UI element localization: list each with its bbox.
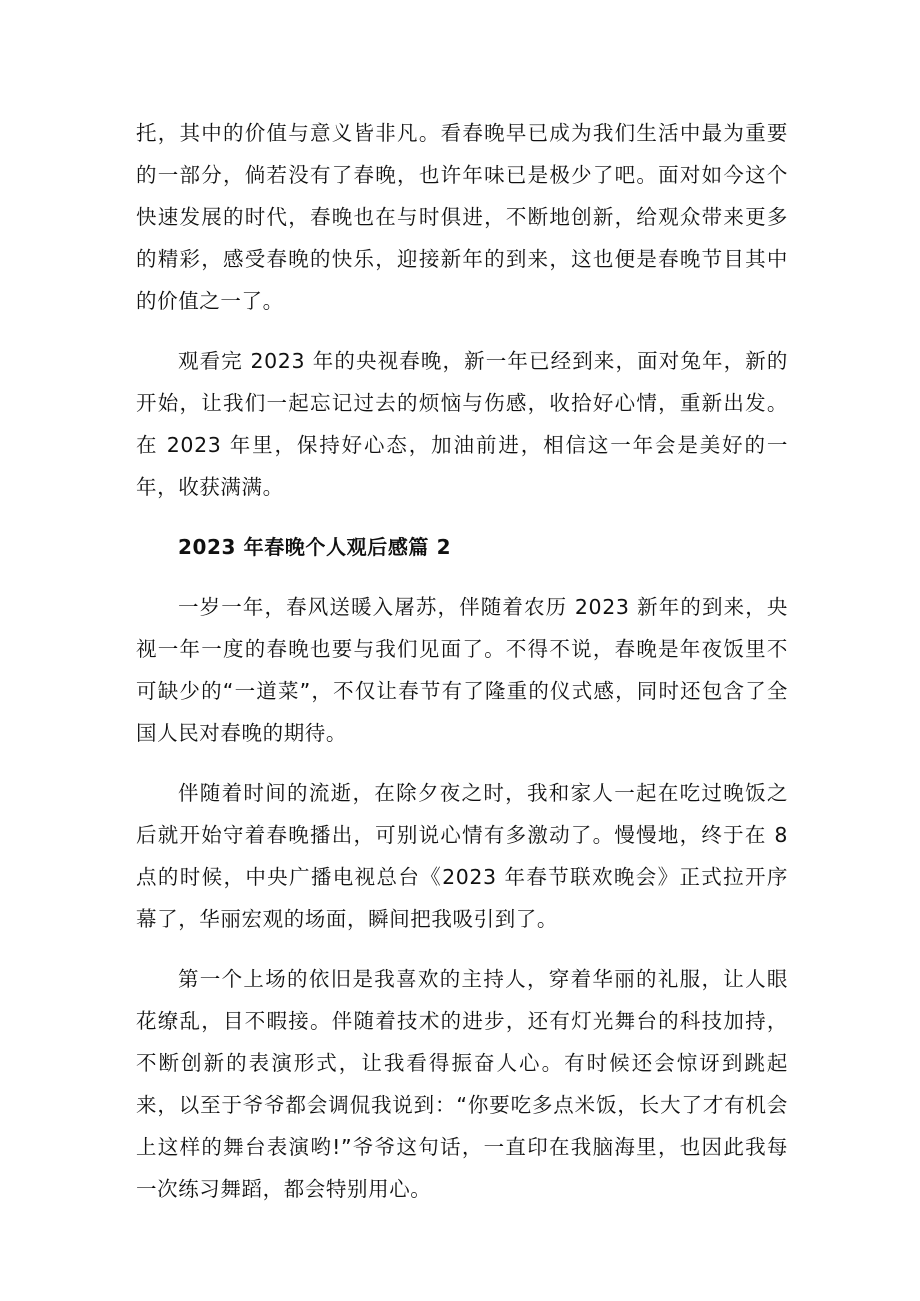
document-body xyxy=(136,112,788,1228)
paragraph-continuation: 托，其中的价值与意义皆非凡。看春晚早已成为我们生活中最为重要的一部分，倘若没有了春晚，也许年味已是极少了吧。面对如今这个快速发展的时代，春晚也在与时俱进，不断地创新，给观众带来更多的精彩，感受春晚的快乐，迎接新年的到来，这也便是春晚节目其中的价值之一了。 xyxy=(136,121,788,313)
paragraph-evening: 伴随着时间的流逝，在除夕夜之时，我和家人一起在吃过晚饭之后就开始守着春晚播出，可别说心情有多激动了。慢慢地，终于在 8 点的时候，中央广播电视总台《2023 年春节联欢晚会》正式拉开序幕了，华丽宏观的场面，瞬间把我吸引到了。 xyxy=(136,781,788,931)
paragraph-intro: 一岁一年，春风送暖入屠苏，伴随着农历 2023 新年的到来，央视一年一度的春晚也要与我们见面了。不得不说，春晚是年夜饭里不可缺少的“一道菜”，不仅让春节有了隆重的仪式感，同时还包含了全国人民对春晚的期待。 xyxy=(136,595,788,745)
paragraph-host: 第一个上场的依旧是我喜欢的主持人，穿着华丽的礼服，让人眼花缭乱，目不暇接。伴随着技术的进步，还有灯光舞台的科技加持，不断创新的表演形式，让我看得振奋人心。有时候还会惊讶到跳起来，以至于爷爷都会调侃我说到：“你要吃多点米饭，长大了才有机会上这样的舞台表演哟!”爷爷这句话，一直印在我脑海里，也因此我每一次练习舞蹈，都会特别用心。 xyxy=(136,967,788,1201)
section-heading: 2023 年春晚个人观后感篇 2 xyxy=(178,535,452,559)
paragraph-conclusion: 观看完 2023 年的央视春晚，新一年已经到来，面对兔年，新的开始，让我们一起忘记过去的烦恼与伤感，收拾好心情，重新出发。在 2023 年里，保持好心态，加油前进，相信这一年会是美好的一年，收获满满。 xyxy=(136,349,788,499)
